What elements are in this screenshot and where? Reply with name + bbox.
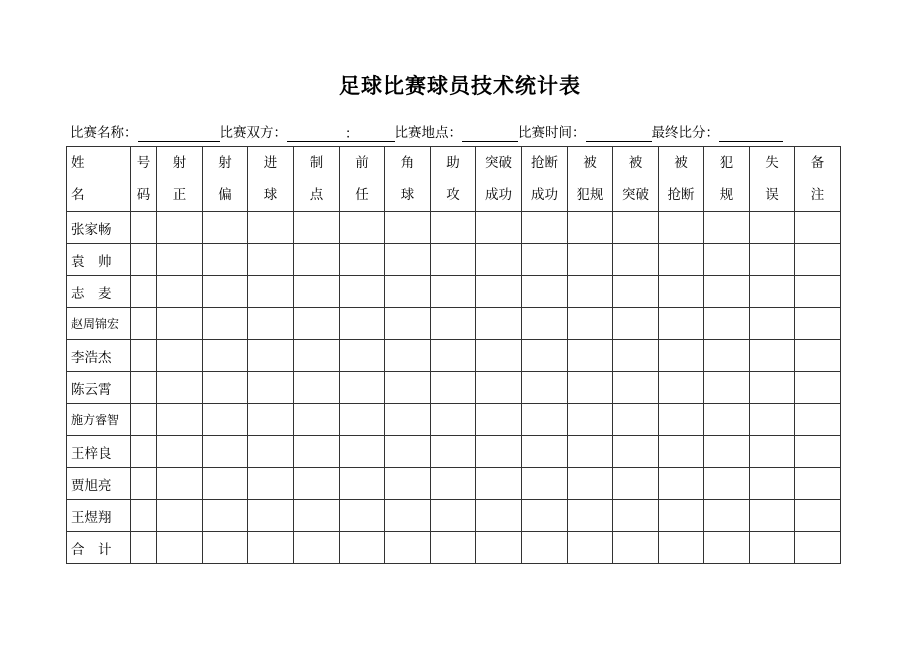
stat-cell[interactable] [157,340,203,372]
match-name-label: 比赛名称： [70,125,138,141]
final-score-label: 最终比分： [651,125,719,141]
stat-cell[interactable] [476,244,522,276]
stat-cell[interactable] [568,436,613,468]
player-name-cell: 志 麦 [67,276,131,308]
stat-cell[interactable] [704,212,750,244]
column-header-text: 点 [309,187,324,203]
stat-cell[interactable] [203,308,248,340]
table-row [67,468,841,500]
stat-cell[interactable] [294,244,340,276]
final-score-field[interactable] [719,125,783,142]
stat-cell[interactable] [613,468,659,500]
stat-cell[interactable] [522,340,568,372]
stat-cell[interactable] [522,212,568,244]
stat-cell[interactable] [131,308,157,340]
table-row [67,436,841,468]
column-header [431,147,476,212]
stat-cell[interactable] [659,468,704,500]
team-b-field[interactable] [359,125,395,142]
stat-cell[interactable] [294,436,340,468]
stat-cell[interactable] [203,532,248,564]
table-row [67,308,841,340]
teams-colon: ： [345,126,359,142]
column-header-text: 犯规 [576,187,604,203]
stat-cell[interactable] [476,340,522,372]
header-row [67,147,841,212]
stat-cell[interactable] [659,372,704,404]
stat-cell[interactable] [613,500,659,532]
column-header-text: 号 [136,155,151,171]
player-name-cell: 合 计 [67,532,131,564]
stat-cell[interactable] [476,308,522,340]
column-header [704,147,750,212]
column-header [385,147,431,212]
stat-cell[interactable] [340,500,385,532]
stat-cell[interactable] [659,404,704,436]
table-row [67,532,841,564]
stat-cell[interactable] [476,276,522,308]
stat-cell[interactable] [522,372,568,404]
column-header-text: 犯 [719,155,734,171]
stat-cell[interactable] [248,500,294,532]
stat-cell[interactable] [522,500,568,532]
time-label: 比赛时间： [518,125,586,141]
stat-cell[interactable] [340,436,385,468]
stat-cell[interactable] [203,372,248,404]
table-row [67,244,841,276]
stat-cell[interactable] [248,340,294,372]
stat-cell[interactable] [476,532,522,564]
stat-cell[interactable] [385,276,431,308]
stat-cell[interactable] [659,244,704,276]
stat-cell[interactable] [704,404,750,436]
column-header-text: 被 [674,155,688,171]
column-header-text: 进 [263,155,278,171]
player-name-cell: 陈云霄 [67,372,131,404]
stat-cell[interactable] [294,468,340,500]
stat-cell[interactable] [131,436,157,468]
column-header [294,147,340,212]
stat-cell[interactable] [659,532,704,564]
stat-cell[interactable] [613,244,659,276]
stat-cell[interactable] [568,532,613,564]
stat-cell[interactable] [340,244,385,276]
stat-cell[interactable] [248,308,294,340]
stat-cell[interactable] [131,340,157,372]
stat-cell[interactable] [476,372,522,404]
stat-cell[interactable] [131,372,157,404]
stat-cell[interactable] [795,244,841,276]
stat-cell[interactable] [203,468,248,500]
stat-cell[interactable] [248,436,294,468]
stat-cell[interactable] [659,340,704,372]
player-name-cell: 施方睿智 [67,404,131,436]
stat-cell[interactable] [203,436,248,468]
stat-cell[interactable] [659,308,704,340]
stat-cell[interactable] [294,276,340,308]
stat-cell[interactable] [340,212,385,244]
stat-cell[interactable] [385,308,431,340]
stat-cell[interactable] [522,308,568,340]
stat-cell[interactable] [203,276,248,308]
stat-cell[interactable] [385,500,431,532]
stat-cell[interactable] [157,276,203,308]
stat-cell[interactable] [750,212,795,244]
column-header [203,147,248,212]
stat-cell[interactable] [750,372,795,404]
stat-cell[interactable] [568,244,613,276]
stat-cell[interactable] [385,340,431,372]
stat-cell[interactable] [385,372,431,404]
stat-cell[interactable] [750,308,795,340]
stat-cell[interactable] [248,276,294,308]
table-row [67,500,841,532]
stat-cell[interactable] [131,532,157,564]
table-row [67,276,841,308]
stat-cell[interactable] [340,276,385,308]
stat-cell[interactable] [704,308,750,340]
stats-table [66,146,841,564]
column-header-text: 角 [400,155,415,171]
stat-cell[interactable] [659,436,704,468]
stat-cell[interactable] [795,276,841,308]
stat-cell[interactable] [203,212,248,244]
stat-cell[interactable] [568,212,613,244]
stat-cell[interactable] [750,244,795,276]
player-name-cell: 李浩杰 [67,340,131,372]
stat-cell[interactable] [568,500,613,532]
stat-cell[interactable] [431,404,476,436]
player-name-cell: 张家畅 [67,212,131,244]
column-header [568,147,613,212]
column-header-text: 射 [218,155,232,171]
column-header-text: 球 [263,187,278,203]
stat-cell[interactable] [203,404,248,436]
stat-cell[interactable] [476,500,522,532]
stat-cell[interactable] [385,404,431,436]
stat-cell[interactable] [385,532,431,564]
column-header [795,147,841,212]
stat-cell[interactable] [613,404,659,436]
column-header [750,147,795,212]
stat-cell[interactable] [522,244,568,276]
player-name-cell: 赵周锦宏 [67,308,131,340]
column-header [476,147,522,212]
stat-cell[interactable] [750,436,795,468]
stat-cell[interactable] [750,500,795,532]
stat-cell[interactable] [750,468,795,500]
stat-cell[interactable] [568,404,613,436]
stat-cell[interactable] [704,532,750,564]
stat-cell[interactable] [340,468,385,500]
stat-cell[interactable] [157,436,203,468]
stat-cell[interactable] [431,276,476,308]
stat-cell[interactable] [613,308,659,340]
column-header-text: 助 [446,155,460,171]
stat-cell[interactable] [294,372,340,404]
column-header-text: 攻 [446,187,460,203]
column-header-text: 备 [810,155,825,171]
stat-cell[interactable] [203,244,248,276]
stat-cell[interactable] [157,308,203,340]
stat-cell[interactable] [385,212,431,244]
page-title: 足球比赛球员技术统计表 [339,74,581,98]
stat-cell[interactable] [131,276,157,308]
stat-cell[interactable] [294,340,340,372]
column-header [659,147,704,212]
column-header-text: 射 [172,155,187,171]
column-header [157,147,203,212]
stat-cell[interactable] [340,404,385,436]
stat-cell[interactable] [613,212,659,244]
venue-label: 比赛地点： [394,125,462,141]
stat-cell[interactable] [157,500,203,532]
table-row [67,212,841,244]
stat-cell[interactable] [131,244,157,276]
stat-cell[interactable] [795,404,841,436]
stat-cell[interactable] [659,276,704,308]
column-header-text: 正 [172,187,187,203]
stat-cell[interactable] [568,308,613,340]
stat-cell[interactable] [431,500,476,532]
stat-cell[interactable] [203,340,248,372]
column-header [131,147,157,212]
stat-cell[interactable] [704,244,750,276]
stat-cell[interactable] [431,372,476,404]
column-header-text: 突破 [485,155,512,171]
table-row [67,404,841,436]
stat-cell[interactable] [704,436,750,468]
stat-cell[interactable] [248,468,294,500]
stat-cell[interactable] [248,372,294,404]
column-header-text: 球 [400,187,415,203]
column-header [522,147,568,212]
stat-cell[interactable] [248,244,294,276]
stat-cell[interactable] [522,436,568,468]
stat-cell[interactable] [294,500,340,532]
stat-cell[interactable] [294,212,340,244]
stat-cell[interactable] [157,532,203,564]
stat-cell[interactable] [385,436,431,468]
stat-cell[interactable] [750,532,795,564]
column-header-text: 抢断 [531,155,558,171]
column-header-text: 被 [628,155,643,171]
stat-cell[interactable] [431,212,476,244]
stat-cell[interactable] [157,244,203,276]
stat-cell[interactable] [613,436,659,468]
stat-cell[interactable] [659,212,704,244]
stat-cell[interactable] [248,212,294,244]
stat-cell[interactable] [750,340,795,372]
stat-cell[interactable] [248,404,294,436]
stat-cell[interactable] [340,308,385,340]
team-a-field[interactable] [287,125,345,142]
stat-cell[interactable] [522,404,568,436]
column-header-text: 制 [309,155,324,171]
column-header-text: 成功 [485,187,512,203]
stat-cell[interactable] [385,468,431,500]
stat-cell[interactable] [522,468,568,500]
stat-cell[interactable] [795,436,841,468]
stat-cell[interactable] [131,468,157,500]
stat-cell[interactable] [568,276,613,308]
column-header-text: 任 [355,187,369,203]
stat-cell[interactable] [431,308,476,340]
stat-cell[interactable] [795,308,841,340]
teams-label: 比赛双方： [219,125,287,141]
stat-cell[interactable] [157,372,203,404]
venue-field[interactable] [462,125,518,142]
stat-cell[interactable] [750,404,795,436]
table-row [67,340,841,372]
stat-cell[interactable] [704,468,750,500]
column-header-text: 抢断 [667,187,695,203]
stat-cell[interactable] [340,532,385,564]
stat-cell[interactable] [340,340,385,372]
stat-cell[interactable] [476,212,522,244]
column-header-text: 误 [765,187,779,203]
player-name-cell: 王煜翔 [67,500,131,532]
column-header-text: 突破 [622,187,649,203]
stat-cell[interactable] [131,404,157,436]
stat-cell[interactable] [157,212,203,244]
column-header-text: 前 [355,155,369,171]
player-name-cell: 王梓良 [67,436,131,468]
stat-cell[interactable] [568,340,613,372]
stat-cell[interactable] [613,532,659,564]
stat-cell[interactable] [568,372,613,404]
stat-cell[interactable] [568,468,613,500]
stat-cell[interactable] [704,276,750,308]
stat-cell[interactable] [795,468,841,500]
stat-cell[interactable] [131,500,157,532]
stat-cell[interactable] [795,532,841,564]
stat-cell[interactable] [203,500,248,532]
stat-cell[interactable] [795,500,841,532]
column-header-text: 被 [583,155,597,171]
stat-cell[interactable] [431,340,476,372]
column-header [340,147,385,212]
stat-cell[interactable] [795,340,841,372]
player-name-cell: 袁 帅 [67,244,131,276]
stat-cell[interactable] [613,372,659,404]
stat-cell[interactable] [294,532,340,564]
stat-cell[interactable] [476,404,522,436]
stat-cell[interactable] [385,244,431,276]
stat-cell[interactable] [340,372,385,404]
stat-cell[interactable] [476,468,522,500]
match-info-line [70,124,783,144]
time-field[interactable] [586,125,652,142]
column-header-text: 注 [810,187,825,203]
stat-cell[interactable] [131,212,157,244]
table-row [67,372,841,404]
stat-cell[interactable] [659,500,704,532]
stat-cell[interactable] [294,308,340,340]
column-header-text: 偏 [218,187,232,203]
stat-cell[interactable] [522,532,568,564]
stat-cell[interactable] [704,500,750,532]
stat-cell[interactable] [795,372,841,404]
column-header-text: 码 [136,187,151,203]
column-header-name: 姓 名 [67,147,131,212]
stat-cell[interactable] [431,244,476,276]
stat-cell[interactable] [704,372,750,404]
column-header-text: 成功 [531,187,558,203]
stat-cell[interactable] [431,436,476,468]
player-name-cell: 贾旭亮 [67,468,131,500]
stat-cell[interactable] [248,532,294,564]
stat-cell[interactable] [157,404,203,436]
stat-cell[interactable] [613,340,659,372]
stat-cell[interactable] [157,468,203,500]
stat-cell[interactable] [613,276,659,308]
stat-cell[interactable] [431,532,476,564]
column-header-text: 规 [719,187,734,203]
stat-cell[interactable] [795,212,841,244]
column-header [248,147,294,212]
match-name-field[interactable] [138,125,220,142]
stat-cell[interactable] [476,436,522,468]
stat-cell[interactable] [750,276,795,308]
stat-cell[interactable] [522,276,568,308]
stat-cell[interactable] [294,404,340,436]
column-header [613,147,659,212]
stat-cell[interactable] [704,340,750,372]
stat-cell[interactable] [431,468,476,500]
column-header-text: 失 [765,155,779,171]
